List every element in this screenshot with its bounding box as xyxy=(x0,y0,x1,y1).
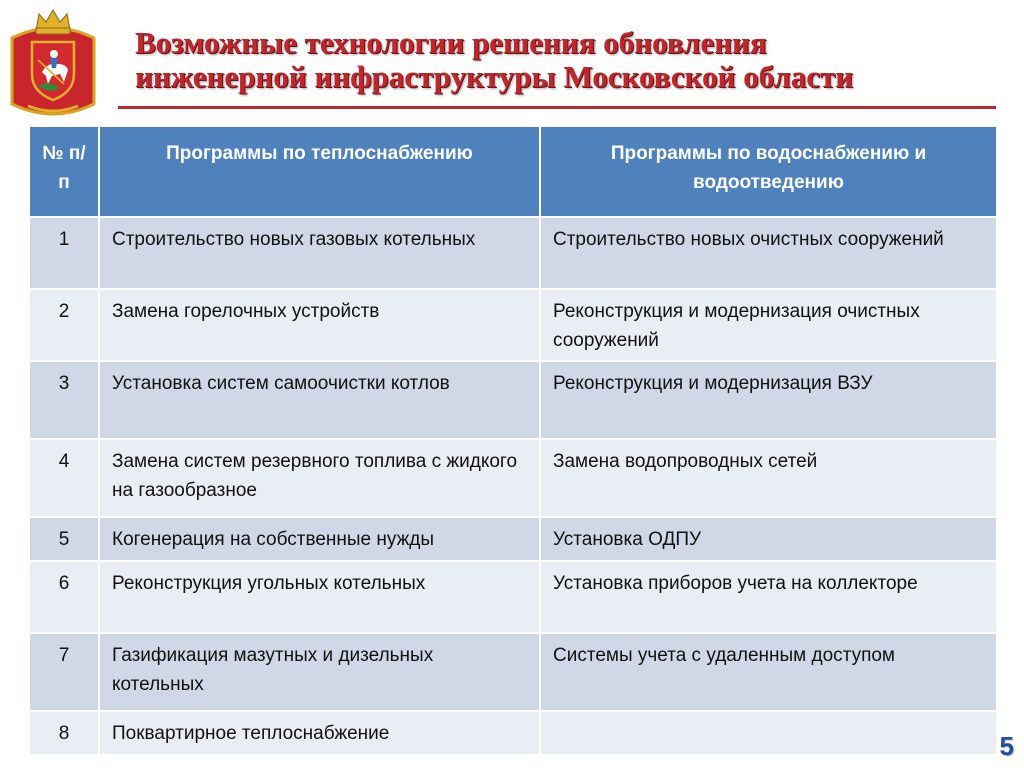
row-heat: Когенерация на собственные нужды xyxy=(99,517,540,561)
row-num: 4 xyxy=(29,439,99,517)
header-num: № п/п xyxy=(29,126,99,217)
header-heat-supply: Программы по теплоснабжению xyxy=(99,126,540,217)
table-row xyxy=(29,517,997,561)
row-heat: Реконструкция угольных котельных xyxy=(99,561,540,633)
slide-title-line-2: инженерной инфраструктуры Московской области xyxy=(135,59,854,94)
row-num: 3 xyxy=(29,361,99,439)
table-row xyxy=(29,289,997,361)
row-num: 8 xyxy=(29,711,99,755)
row-num: 7 xyxy=(29,633,99,711)
row-water: Установка ОДПУ xyxy=(540,517,997,561)
table-row xyxy=(29,217,997,289)
table-row xyxy=(29,561,997,633)
row-water: Строительство новых очистных сооружений xyxy=(540,217,997,289)
row-heat: Установка систем самоочистки котлов xyxy=(99,361,540,439)
moscow-oblast-coat-of-arms-icon xyxy=(8,8,98,120)
row-water: Реконструкция и модернизация очистных сооружений xyxy=(540,289,997,361)
page-number: 5 xyxy=(999,731,1014,761)
row-num: 1 xyxy=(29,217,99,289)
programs-table xyxy=(28,125,998,756)
coat-of-arms-icon xyxy=(8,8,98,120)
row-water: Установка приборов учета на коллекторе xyxy=(540,561,997,633)
table-row xyxy=(29,439,997,517)
table-row xyxy=(29,361,997,439)
row-num: 5 xyxy=(29,517,99,561)
row-water: Системы учета с удаленным доступом xyxy=(540,633,997,711)
table-header-row xyxy=(29,126,997,217)
row-heat: Строительство новых газовых котельных xyxy=(99,217,540,289)
table-row xyxy=(29,711,997,755)
row-heat: Поквартирное теплоснабжение xyxy=(99,711,540,755)
row-num: 2 xyxy=(29,289,99,361)
row-num: 6 xyxy=(29,561,99,633)
row-water xyxy=(540,711,997,755)
header-water-supply: Программы по водоснабжению и водоотведению xyxy=(540,126,997,217)
table-row xyxy=(29,633,997,711)
title-divider xyxy=(118,106,996,109)
row-heat: Газификация мазутных и дизельных котельных xyxy=(99,633,540,711)
row-heat: Замена систем резервного топлива с жидкого на газообразное xyxy=(99,439,540,517)
slide-title-line-1: Возможные технологии решения обновления xyxy=(135,25,767,60)
row-heat: Замена горелочных устройств xyxy=(99,289,540,361)
slide-title xyxy=(135,26,995,94)
row-water: Замена водопроводных сетей xyxy=(540,439,997,517)
row-water: Реконструкция и модернизация ВЗУ xyxy=(540,361,997,439)
